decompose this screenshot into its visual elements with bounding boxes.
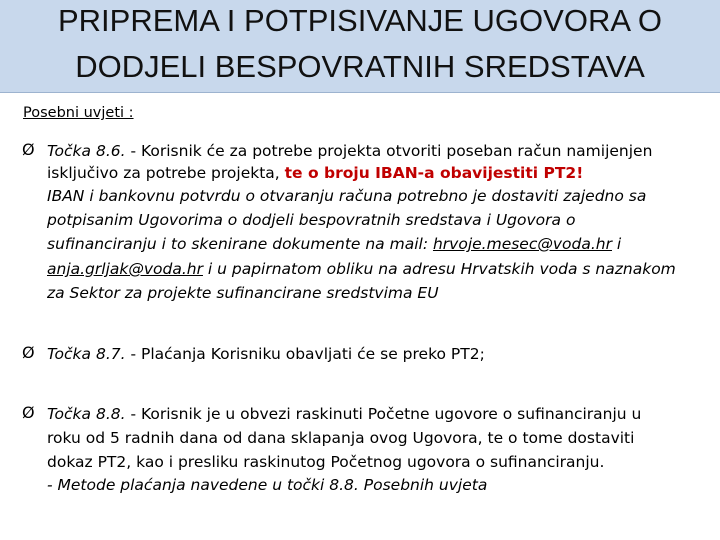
item-1-line-7: za Sektor za projekte sufinancirane sredstvima EU (47, 284, 439, 302)
item-3-ref: Točka 8.8. (47, 405, 126, 423)
email-link-hrvoje[interactable]: hrvoje.mesec@voda.hr (432, 235, 612, 253)
item-3-line-1 (47, 404, 641, 424)
email-link-anja[interactable]: anja.grljak@voda.hr (47, 260, 203, 278)
item-2-line-1 (47, 344, 485, 364)
item-3-line-3: dokaz PT2, kao i presliku raskinutog Početnog ugovora o sufinanciranju. (47, 453, 605, 471)
arrow-bullet-icon: Ø (22, 140, 35, 159)
item-1-line-2-text: isključivo za potrebe projekta, (47, 164, 285, 182)
item-2-text: - Plaćanja Korisniku obavljati će se preko PT2; (125, 345, 485, 363)
item-3-line-2: roku od 5 radnih dana od dana sklapanja ovog Ugovora, te o tome dostaviti (47, 429, 635, 447)
item-1-line-6 (47, 259, 676, 279)
section-subtitle: Posebni uvjeti : (23, 105, 134, 121)
item-1-ref: Točka 8.6. (47, 142, 126, 160)
arrow-bullet-icon: Ø (22, 403, 35, 422)
item-3-text: - Korisnik je u obvezi raskinuti Početne ugovore o sufinanciranju u (125, 405, 642, 423)
item-1-line-1 (47, 141, 652, 161)
item-1-line-5-suffix: i (611, 235, 622, 253)
arrow-bullet-icon: Ø (22, 343, 35, 362)
item-1-line-2 (47, 163, 583, 183)
item-2-ref: Točka 8.7. (47, 345, 126, 363)
item-1-line-3: IBAN i bankovnu potvrdu o otvaranju računa potrebno je dostaviti zajedno sa (47, 187, 647, 205)
item-1-line-4: potpisanim Ugovorima o dodjeli bespovratnih sredstava i Ugovora o (47, 211, 576, 229)
title-line-1: PRIPREMA I POTPISIVANJE UGOVORA O (57, 3, 663, 38)
iban-notice-highlight: te o broju IBAN-a obavijestiti PT2! (284, 164, 584, 182)
item-3-line-4: - Metode plaćanja navedene u točki 8.8. Posebnih uvjeta (47, 476, 488, 494)
item-1-text: - Korisnik će za potrebe projekta otvoriti poseban račun namijenjen (125, 142, 653, 160)
item-1-line-5-text: sufinanciranju i to skenirane dokumente na mail: (47, 235, 433, 253)
item-1-line-6-text: i u papirnatom obliku na adresu Hrvatskih voda s naznakom (202, 260, 676, 278)
item-1-line-5 (47, 234, 621, 254)
title-line-2: DODJELI BESPOVRATNIH SREDSTAVA (75, 49, 645, 84)
